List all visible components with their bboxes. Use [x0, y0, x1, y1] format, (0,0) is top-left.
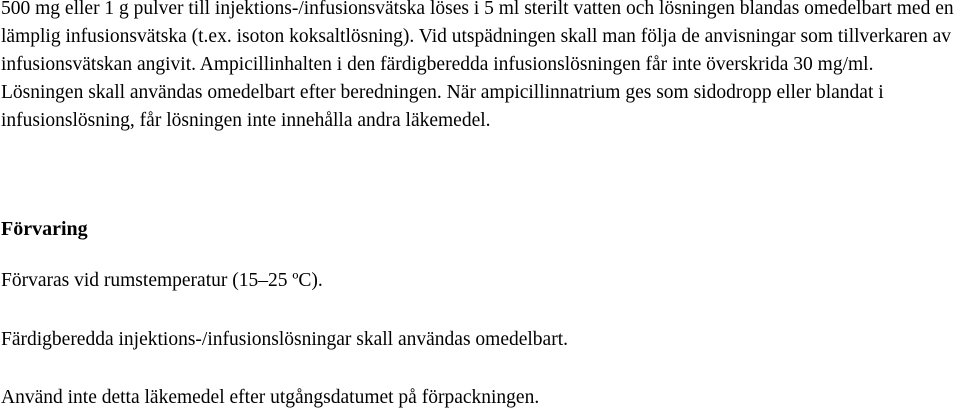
preparation-instructions-paragraph: 500 mg eller 1 g pulver till injektions-/infusionsvätska löses i 5 ml sterilt vatten och lösningen blandas omedelbart med en lämplig infusionsvätska (t.ex. isoton koksaltlösning). Vid utspädningen skall man följa de anvisningar som tillverkaren av infusionsvätskan angivit. Ampicillinhalten i den färdigberedda infusionslösningen får inte överskrida 30 mg/ml. Lösningen skall användas omedelbart efter beredningen. När ampicillinnatrium ges som sidodropp eller blandat i infusionslösning, får lösningen inte innehålla andra läkemedel. [1, 0, 954, 131]
document-page [1, 0, 957, 408]
reconstituted-solution-text: Färdigberedda injektions-/infusionslösningar skall användas omedelbart. [1, 329, 568, 350]
section-heading-storage: Förvaring [1, 218, 88, 240]
expiry-date-text: Använd inte detta läkemedel efter utgångsdatumet på förpackningen. [1, 387, 540, 408]
storage-temperature-text: Förvaras vid rumstemperatur (15–25 ºC). [1, 270, 323, 291]
